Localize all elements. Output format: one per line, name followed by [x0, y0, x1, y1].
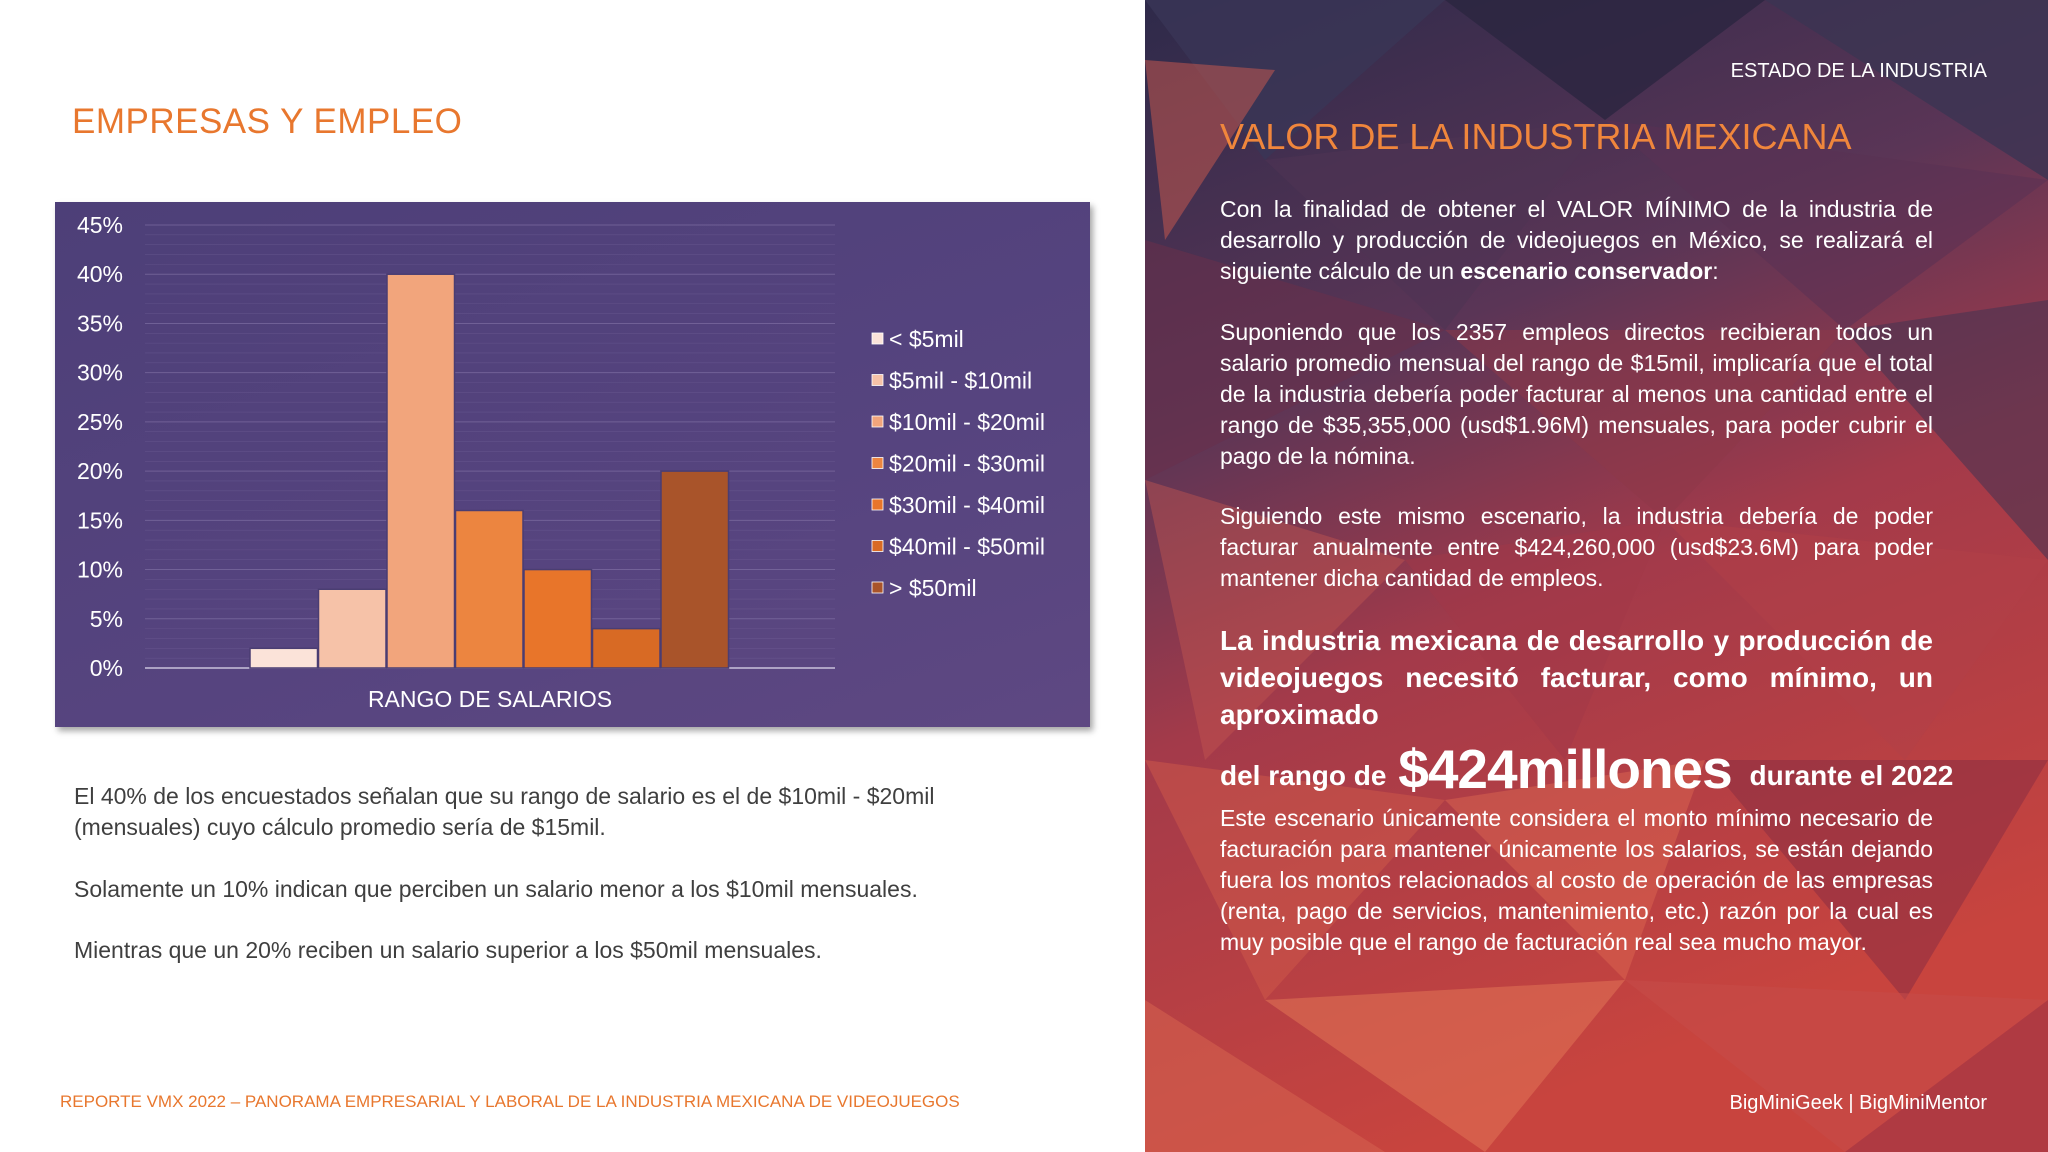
bar: [593, 629, 661, 668]
bar: [661, 471, 729, 668]
legend-swatch: [872, 541, 883, 552]
right-paragraph-1: [1220, 194, 1933, 287]
legend-label: $40mil - $50mil: [889, 533, 1045, 560]
legend-label: < $5mil: [889, 326, 964, 352]
bar: [250, 648, 318, 668]
bar: [319, 589, 387, 668]
y-tick-label: 30%: [76, 359, 123, 386]
p1-text: Con la finalidad de obtener el VALOR MÍNIMO de la industria de desarrollo y producción de videojuegos en México, se realizará el siguiente cálculo de un: [1220, 196, 1933, 284]
legend-swatch: [872, 375, 883, 386]
legend-swatch: [872, 582, 883, 593]
left-title: EMPRESAS Y EMPLEO: [72, 102, 463, 141]
highlight-amount-line: [1220, 738, 1954, 800]
highlight-pre: del rango de: [1220, 760, 1387, 791]
y-tick-label: 35%: [76, 310, 123, 337]
legend-swatch: [872, 499, 883, 510]
report-footer: REPORTE VMX 2022 – PANORAMA EMPRESARIAL Y LABORAL DE LA INDUSTRIA MEXICANA DE VIDEOJUEGOS: [60, 1092, 960, 1111]
bar: [456, 510, 524, 668]
bar: [387, 274, 455, 668]
y-tick-label: 25%: [76, 408, 123, 435]
highlight-block: [1220, 622, 1954, 800]
left-paragraph-3: Mientras que un 20% reciben un salario superior a los $50mil mensuales.: [74, 937, 822, 963]
legend-label: $5mil - $10mil: [889, 367, 1033, 394]
legend-label: $10mil - $20mil: [889, 409, 1045, 435]
right-panel: [1145, 0, 2048, 1152]
legend-label: > $50mil: [889, 575, 977, 601]
p1-end: :: [1712, 258, 1719, 284]
right-paragraph-2: Suponiendo que los 2357 empleos directos recibieran todos un salario promedio mensual del rango de $15mil, implicaría que el total de la industria debería poder facturar al menos una cantidad entre el rango de $35,355,000 (usd$1.96M) mensuales, para poder cubrir el pago de la nómina.: [1220, 319, 1933, 469]
legend-swatch: [872, 333, 883, 344]
y-tick-label: 0%: [89, 655, 123, 681]
legend-swatch: [872, 416, 883, 427]
y-tick-label: 45%: [76, 212, 123, 238]
left-paragraph-2: Solamente un 10% indican que perciben un salario menor a los $10mil mensuales.: [74, 876, 918, 902]
y-tick-label: 10%: [76, 556, 123, 583]
brand-footer: BigMiniGeek | BigMiniMentor: [1729, 1092, 1987, 1114]
salary-chart: [55, 202, 1090, 727]
y-tick-label: 5%: [89, 605, 123, 632]
y-tick-label: 15%: [76, 507, 123, 534]
y-tick-label: 40%: [76, 261, 123, 288]
right-title: VALOR DE LA INDUSTRIA MEXICANA: [1220, 116, 1852, 157]
p1-bold: escenario conservador: [1460, 258, 1713, 284]
x-axis-label: RANGO DE SALARIOS: [367, 686, 613, 712]
salary-chart-svg: [55, 202, 1090, 727]
highlight-amount: $424millones: [1398, 738, 1732, 800]
right-paragraph-3: Siguiendo este mismo escenario, la industria debería de poder facturar anualmente entre $424,260,000 (usd$23.6M) para poder mantener dicha cantidad de empleos.: [1220, 503, 1933, 591]
highlight-post: durante el 2022: [1749, 760, 1954, 791]
bar: [524, 570, 592, 668]
legend-label: $20mil - $30mil: [889, 450, 1045, 477]
highlight-intro: La industria mexicana de desarrollo y producción de videojuegos necesitó facturar, como mínimo, un aproximado: [1220, 625, 1933, 730]
y-tick-label: 20%: [76, 458, 123, 485]
legend-label: $30mil - $40mil: [889, 492, 1045, 518]
right-paragraph-4: Este escenario únicamente considera el monto mínimo necesario de facturación para mantener únicamente los salarios, se están dejando fuera los montos relacionados al costo de operación de las empresas (renta, pago de servicios, mantenimiento, etc.) razón por la cual es muy posible que el rango de facturación real sea mucho mayor.: [1220, 805, 1933, 955]
section-label: ESTADO DE LA INDUSTRIA: [1730, 60, 1987, 82]
left-paragraph-1: El 40% de los encuestados señalan que su rango de salario es el de $10mil - $20mil (mensuales) cuyo cálculo promedio sería de $15mil.: [74, 783, 935, 840]
legend-swatch: [872, 458, 883, 469]
